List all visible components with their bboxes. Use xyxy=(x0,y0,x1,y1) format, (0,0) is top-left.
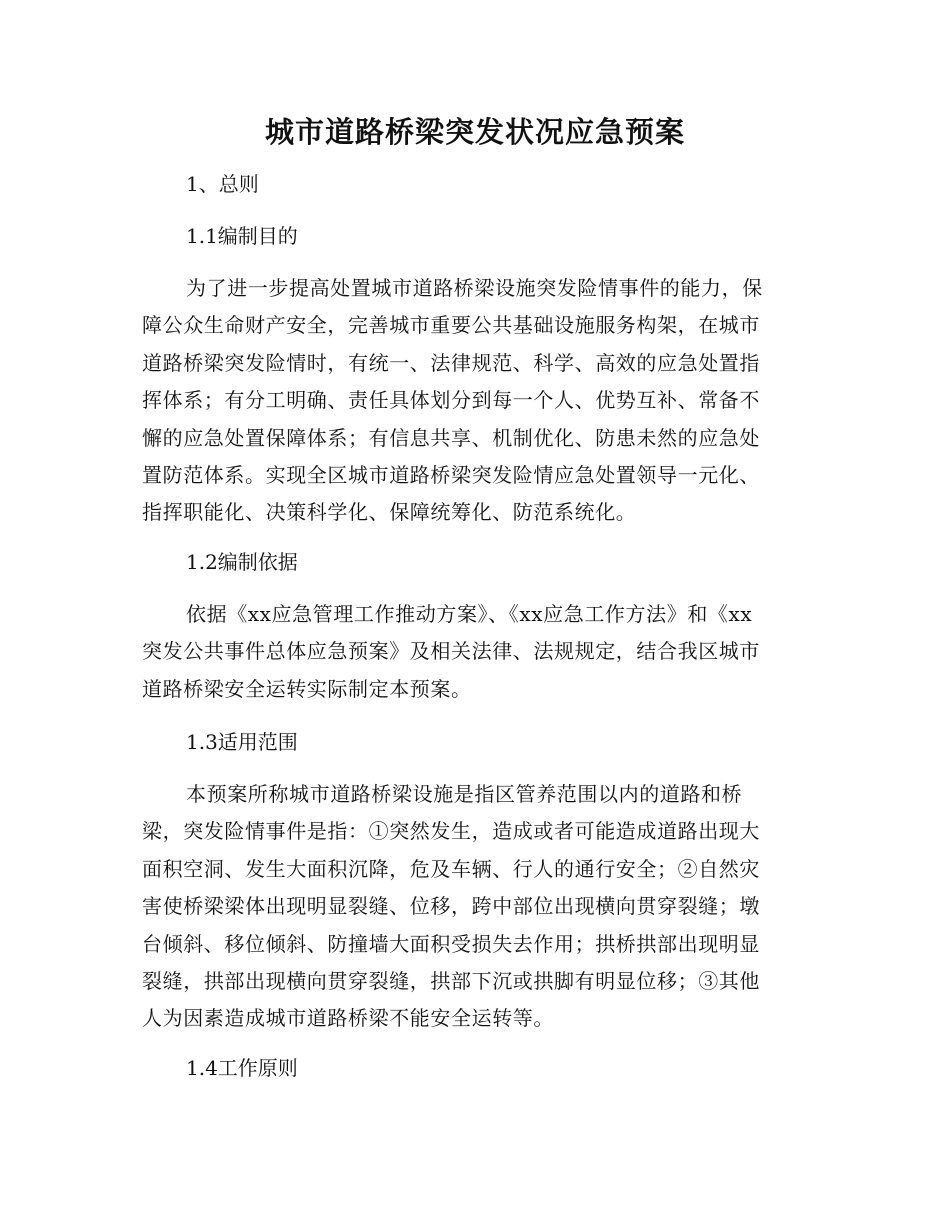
section-heading-general: 1、总则 xyxy=(186,172,259,196)
paragraph-line: 指挥职能化、决策科学化、保障统筹化、防范系统化。 xyxy=(142,500,637,525)
section-heading-basis: 1.2编制依据 xyxy=(186,550,298,574)
paragraph-line: 面积空洞、发生大面积沉降，危及车辆、行人的通行安全；②自然灾 xyxy=(142,856,760,881)
document-title: 城市道路桥梁突发状况应急预案 xyxy=(264,115,685,149)
paragraph-line: 障公众生命财产安全，完善城市重要公共基础设施服务构架，在城市 xyxy=(142,313,760,338)
paragraph-basis xyxy=(142,596,802,708)
paragraph-line: 道路桥梁突发险情时，有统一、法律规范、科学、高效的应急处置指 xyxy=(142,350,760,375)
section-heading-scope: 1.3适用范围 xyxy=(186,730,298,754)
paragraph-line: 本预案所称城市道路桥梁设施是指区管养范围以内的道路和桥 xyxy=(186,782,743,806)
paragraph-line: 裂缝，拱部出现横向贯穿裂缝，拱部下沉或拱脚有明显位移；③其他 xyxy=(142,968,760,993)
section-heading-principles: 1.4工作原则 xyxy=(186,1056,298,1080)
paragraph-scope xyxy=(142,776,802,1038)
paragraph-line: 置防范体系。实现全区城市道路桥梁突发险情应急处置领导一元化、 xyxy=(142,462,760,487)
paragraph-line: 突发公共事件总体应急预案》及相关法律、法规规定，结合我区城市 xyxy=(142,639,760,664)
paragraph-line: 依据《xx应急管理工作推动方案》、《xx应急工作方法》和《xx xyxy=(186,602,753,626)
paragraph-line: 道路桥梁安全运转实际制定本预案。 xyxy=(142,676,472,701)
section-heading-purpose: 1.1编制目的 xyxy=(186,224,298,248)
paragraph-line: 挥体系；有分工明确、责任具体划分到每一个人、优势互补、常备不 xyxy=(142,388,760,413)
paragraph-line: 懈的应急处置保障体系；有信息共享、机制优化、防患未然的应急处 xyxy=(142,425,760,450)
paragraph-line: 为了进一步提高处置城市道路桥梁设施突发险情事件的能力，保 xyxy=(186,276,763,300)
paragraph-line: 害使桥梁梁体出现明显裂缝、位移，跨中部位出现横向贯穿裂缝；墩 xyxy=(142,894,760,919)
paragraph-line: 台倾斜、移位倾斜、防撞墙大面积受损失去作用；拱桥拱部出现明显 xyxy=(142,931,760,956)
paragraph-line: 梁，突发险情事件是指：①突然发生，造成或者可能造成道路出现大 xyxy=(142,819,760,844)
paragraph-purpose xyxy=(142,270,802,532)
paragraph-line: 人为因素造成城市道路桥梁不能安全运转等。 xyxy=(142,1006,554,1031)
